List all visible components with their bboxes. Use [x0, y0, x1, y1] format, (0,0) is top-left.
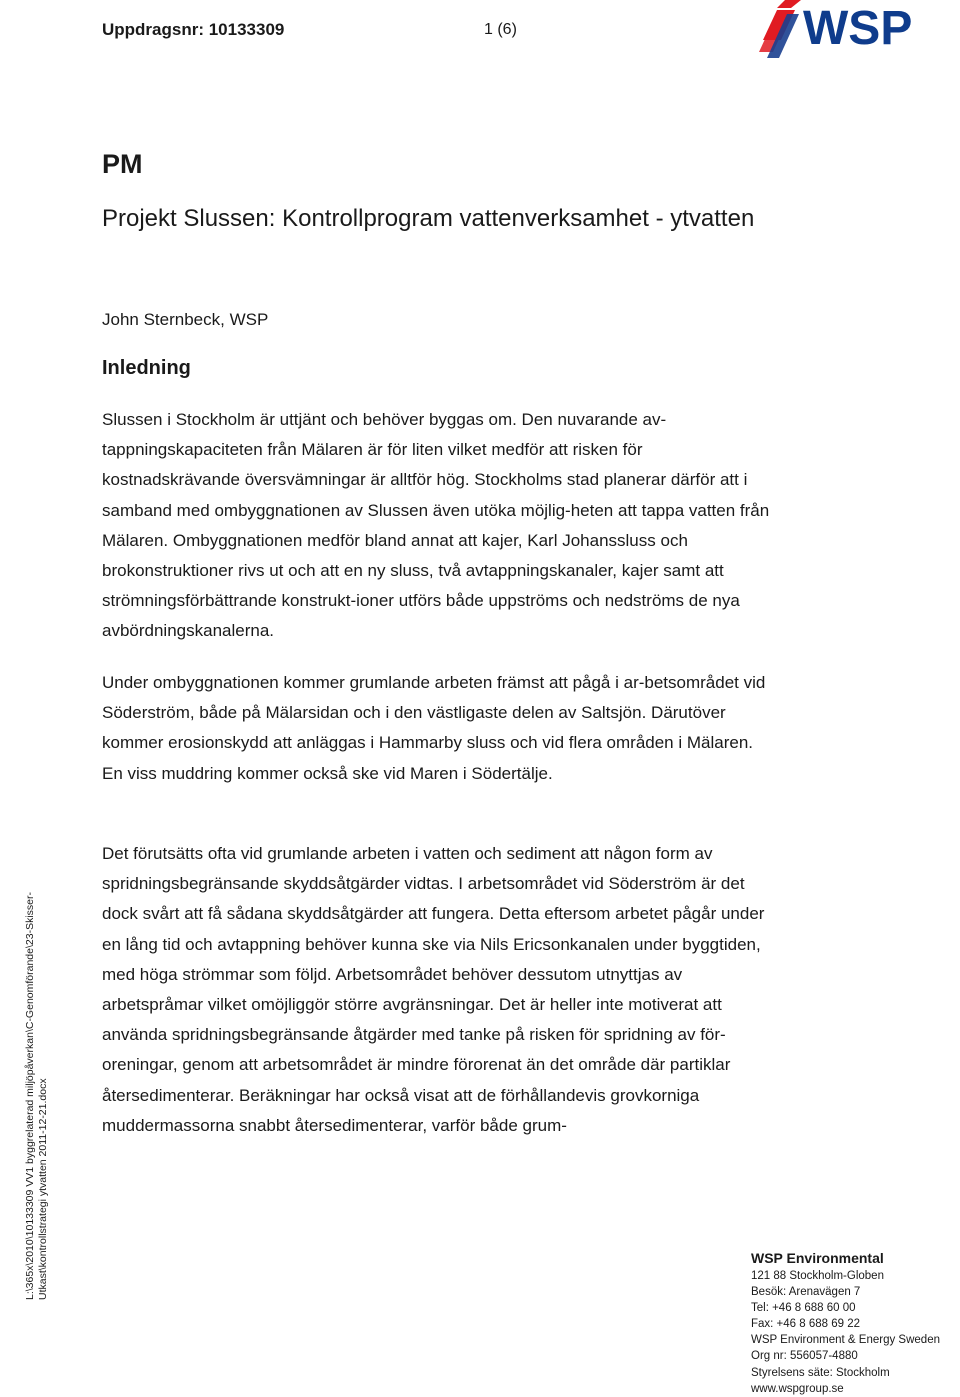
document-type: PM — [102, 149, 143, 179]
document-title: Projekt Slussen: Kontrollprogram vattenverksamhet - ytvatten — [102, 205, 755, 232]
footer-company-name: WSP Environmental — [751, 1250, 884, 1266]
footer-org-number: Org nr: 556057-4880 — [751, 1350, 858, 1363]
company-footer — [751, 1249, 960, 1397]
section-heading: Inledning — [102, 357, 191, 379]
footer-fax: Fax: +46 8 688 69 22 — [751, 1318, 861, 1331]
logo-red-stripe-3 — [777, 0, 801, 8]
page-number: 1 (6) — [484, 21, 517, 38]
wsp-logo — [755, 0, 945, 62]
file-path-margin — [0, 840, 48, 1300]
file-path-line-2: Utkast\kontrollstrategi ytvatten 2011-12-21.docx — [37, 1078, 49, 1300]
paragraph-1: Slussen i Stockholm är uttjänt och behöver byggas om. Den nuvarande av-tappningskapaciteten från Mälaren är för liten vilket medför att risken för kostnadskrävande översvämningar är alltför hög. Stockholms stad planerar därför att i samband med ombyggnationen av Slussen även utöka möjlig-heten att tappa vatten från Mälaren. Ombyggnationen medför bland annat att kajer, Karl Johanssluss och brokonstruktioner rivs ut och att en ny sluss, två avtappningskanaler, kajer samt att strömningsförbättrande konstrukt-ioner utförs både uppströms och nedströms de nya avbördningskanalerna. — [102, 410, 770, 641]
file-path-line-1: L:\365x\2010\10133309 VV1 byggrelaterad miljöpåverkan\C-Genomförande\23-Skisser- — [24, 892, 36, 1300]
paragraph-3: Det förutsätts ofta vid grumlande arbeten i vatten och sediment att någon form av spridningsbegränsande skyddsåtgärder vidtas. I arbetsområdet vid Söderström är det dock svårt att få sådana skyddsåtgärder att fungera. Detta eftersom arbetet pågår under en lång tid och avtappning behöver kunna ske via Nils Ericsonkanalen under byggtiden, med höga strömmar som följd. Arbetsområdet behöver dessutom utnyttjas av arbetspråmar vilket omöjliggör större avgränsningar. Det är heller inte motiverat att använda spridningsbegränsande åtgärder med tanke på risken för spridning av för-oreningar, genom att arbetsområdet är mindre förorenat än det område där partiklar återsedimenterar. Beräkningar har också visat att de förhållandevis grovkorniga muddermassorna snabbt återsedimenterar, varför både grum- — [102, 844, 765, 1135]
footer-board-seat: Styrelsens säte: Stockholm — [751, 1366, 890, 1379]
assignment-number: Uppdragsnr: 10133309 — [102, 20, 285, 39]
logo-text: WSP — [803, 2, 913, 55]
footer-phone: Tel: +46 8 688 60 00 — [751, 1302, 856, 1315]
footer-visit-address: Besök: Arenavägen 7 — [751, 1286, 861, 1299]
footer-address: 121 88 Stockholm-Globen — [751, 1270, 884, 1282]
footer-legal-name: WSP Environment & Energy Sweden — [751, 1334, 940, 1347]
author: John Sternbeck, WSP — [102, 310, 269, 329]
paragraph-2: Under ombyggnationen kommer grumlande arbeten främst att pågå i ar-betsområdet vid Söderström, både på Mälarsidan och i den västligaste delen av Saltsjön. Därutöver kommer erosionskydd att anläggas i Hammarby sluss och vid flera områden i Mälaren. En viss muddring kommer också ske vid Maren i Södertälje. — [102, 673, 766, 783]
footer-website[interactable]: www.wspgroup.se — [751, 1382, 844, 1395]
